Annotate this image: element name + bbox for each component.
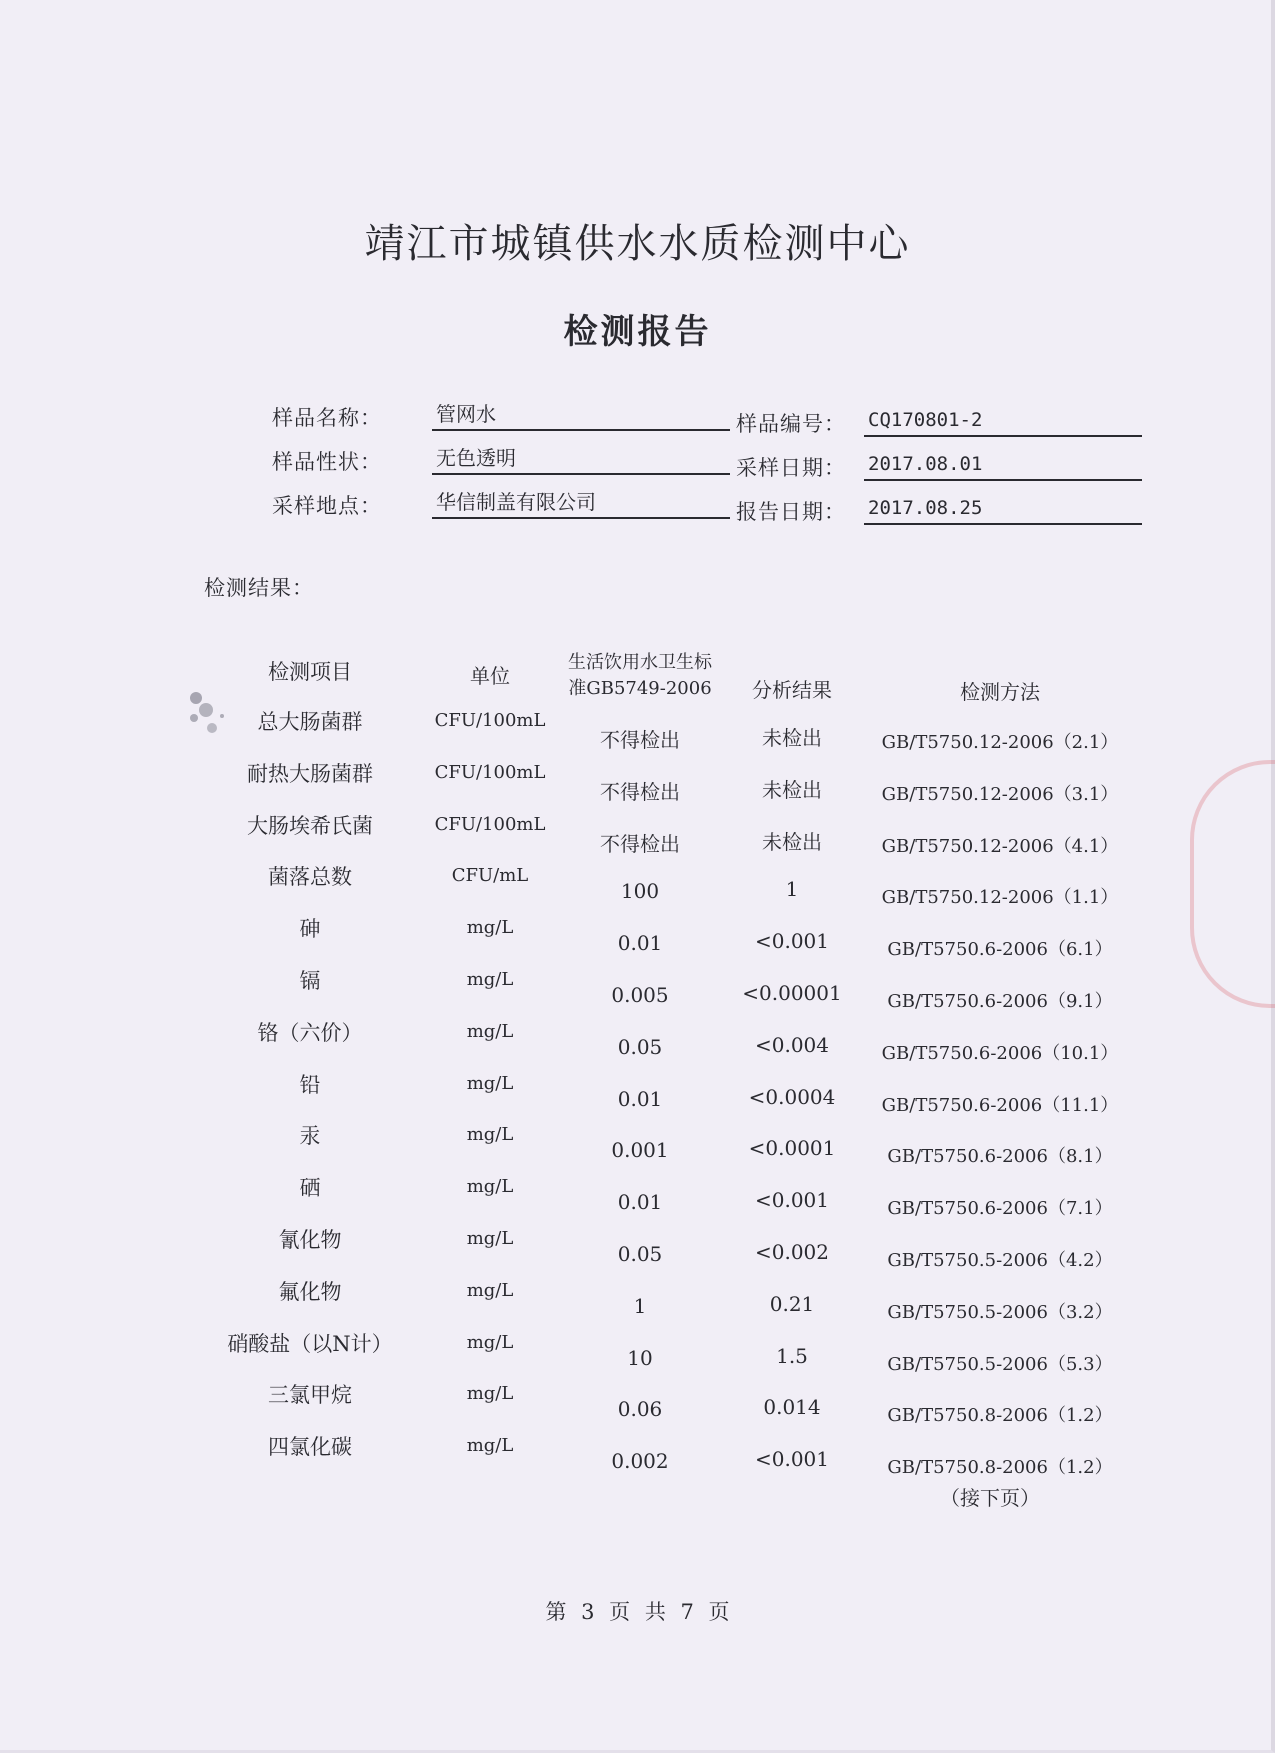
row-method: GB/T5750.6-2006（7.1） bbox=[887, 1198, 1113, 1219]
header-unit: 单位 bbox=[470, 664, 510, 688]
row-standard: 不得检出 bbox=[600, 780, 680, 804]
row-item: 硒 bbox=[299, 1176, 321, 1200]
row-method: GB/T5750.12-2006（1.1） bbox=[881, 887, 1119, 908]
row-unit: mg/L bbox=[466, 1280, 514, 1301]
row-item: 耐热大肠菌群 bbox=[247, 762, 373, 786]
row-item: 大肠埃希氏菌 bbox=[247, 814, 373, 838]
row-method: GB/T5750.12-2006（3.1） bbox=[881, 784, 1119, 805]
row-item: 铬（六价） bbox=[257, 1021, 363, 1045]
row-item: 砷 bbox=[299, 917, 321, 941]
row-item: 总大肠菌群 bbox=[257, 710, 363, 734]
row-unit: mg/L bbox=[466, 1383, 514, 1404]
row-unit: mg/L bbox=[466, 1435, 514, 1456]
row-item: 四氯化碳 bbox=[268, 1435, 352, 1459]
row-method: GB/T5750.6-2006（9.1） bbox=[887, 991, 1113, 1012]
row-standard: 0.05 bbox=[617, 1035, 663, 1059]
continued-note: （接下页） bbox=[940, 1486, 1040, 1510]
row-item: 镉 bbox=[299, 969, 321, 993]
row-result: <0.001 bbox=[754, 1447, 829, 1471]
sample-name-label: 样品名称： bbox=[272, 406, 382, 430]
row-unit: mg/L bbox=[466, 1124, 514, 1145]
row-result: 0.21 bbox=[769, 1292, 815, 1316]
row-unit: CFU/mL bbox=[451, 865, 529, 886]
row-method: GB/T5750.6-2006（11.1） bbox=[881, 1095, 1119, 1116]
row-result: 1.5 bbox=[776, 1344, 808, 1368]
row-item: 汞 bbox=[299, 1124, 321, 1148]
row-unit: mg/L bbox=[466, 1073, 514, 1094]
report-date-label: 报告日期： bbox=[736, 500, 846, 524]
row-unit: mg/L bbox=[466, 1228, 514, 1249]
row-unit: mg/L bbox=[466, 1021, 514, 1042]
row-method: GB/T5750.5-2006（3.2） bbox=[887, 1302, 1113, 1323]
row-result: 未检出 bbox=[762, 726, 822, 750]
row-standard: 1 bbox=[633, 1294, 647, 1318]
sampling-date-value: 2017.08.01 bbox=[864, 452, 1142, 481]
row-result: 0.014 bbox=[763, 1395, 821, 1419]
row-item: 氰化物 bbox=[278, 1228, 342, 1252]
row-method: GB/T5750.6-2006（8.1） bbox=[887, 1146, 1113, 1167]
row-method: GB/T5750.8-2006（1.2） bbox=[887, 1457, 1113, 1478]
row-item: 三氯甲烷 bbox=[268, 1383, 352, 1407]
row-standard: 0.05 bbox=[617, 1242, 663, 1266]
row-method: GB/T5750.12-2006（4.1） bbox=[881, 836, 1119, 857]
row-result: <0.0004 bbox=[748, 1085, 836, 1109]
sample-state-label: 样品性状： bbox=[272, 450, 382, 474]
sample-no-label: 样品编号： bbox=[736, 412, 846, 436]
row-unit: mg/L bbox=[466, 969, 514, 990]
row-standard: 不得检出 bbox=[600, 832, 680, 856]
row-standard: 不得检出 bbox=[600, 728, 680, 752]
row-result: <0.001 bbox=[754, 929, 829, 953]
location-label: 采样地点： bbox=[272, 494, 382, 518]
row-method: GB/T5750.12-2006（2.1） bbox=[881, 732, 1119, 753]
header-method: 检测方法 bbox=[960, 680, 1040, 704]
row-method: GB/T5750.5-2006（5.3） bbox=[887, 1354, 1113, 1375]
red-stamp-mark bbox=[1190, 760, 1275, 1008]
row-unit: CFU/100mL bbox=[434, 710, 546, 731]
row-result: <0.00001 bbox=[742, 981, 842, 1005]
report-subtitle: 检测报告 bbox=[563, 312, 712, 352]
report-date-value: 2017.08.25 bbox=[864, 496, 1142, 525]
row-unit: mg/L bbox=[466, 1176, 514, 1197]
row-standard: 10 bbox=[627, 1346, 653, 1370]
row-result: <0.002 bbox=[754, 1240, 829, 1264]
row-method: GB/T5750.5-2006（4.2） bbox=[887, 1250, 1113, 1271]
header-standard-line2: 准GB5749-2006 bbox=[568, 678, 712, 699]
row-item: 菌落总数 bbox=[268, 865, 352, 889]
sample-no-value: CQ170801-2 bbox=[864, 408, 1142, 437]
row-method: GB/T5750.6-2006（10.1） bbox=[881, 1043, 1119, 1064]
row-standard: 0.06 bbox=[617, 1397, 663, 1421]
row-unit: mg/L bbox=[466, 1332, 514, 1353]
row-method: GB/T5750.6-2006（6.1） bbox=[887, 939, 1113, 960]
results-label: 检测结果： bbox=[204, 576, 314, 600]
row-unit: CFU/100mL bbox=[434, 762, 546, 783]
header-result: 分析结果 bbox=[752, 678, 832, 702]
sample-name-value: 管网水 bbox=[432, 402, 730, 431]
row-standard: 0.005 bbox=[611, 983, 669, 1007]
row-unit: mg/L bbox=[466, 917, 514, 938]
sampling-date-label: 采样日期： bbox=[736, 456, 846, 480]
row-standard: 0.01 bbox=[617, 1190, 663, 1214]
row-item: 氟化物 bbox=[278, 1280, 342, 1304]
row-result: <0.004 bbox=[754, 1033, 829, 1057]
location-value: 华信制盖有限公司 bbox=[432, 490, 730, 519]
row-item: 铅 bbox=[299, 1073, 321, 1097]
row-standard: 0.001 bbox=[611, 1138, 669, 1162]
row-result: 未检出 bbox=[762, 830, 822, 854]
row-result: <0.0001 bbox=[748, 1136, 836, 1160]
row-item: 硝酸盐（以N计） bbox=[227, 1332, 393, 1356]
header-item: 检测项目 bbox=[268, 660, 352, 684]
row-standard: 0.01 bbox=[617, 931, 663, 955]
header-standard-line1: 生活饮用水卫生标 bbox=[568, 652, 712, 673]
page-number: 第 3 页 共 7 页 bbox=[545, 1600, 730, 1624]
row-standard: 0.01 bbox=[617, 1087, 663, 1111]
row-result: 未检出 bbox=[762, 778, 822, 802]
row-result: <0.001 bbox=[754, 1188, 829, 1212]
row-result: 1 bbox=[785, 877, 799, 901]
row-standard: 100 bbox=[620, 879, 660, 903]
row-standard: 0.002 bbox=[611, 1449, 669, 1473]
sample-state-value: 无色透明 bbox=[432, 446, 730, 475]
row-unit: CFU/100mL bbox=[434, 814, 546, 835]
row-method: GB/T5750.8-2006（1.2） bbox=[887, 1405, 1113, 1426]
page-title: 靖江市城镇供水水质检测中心 bbox=[364, 221, 911, 267]
